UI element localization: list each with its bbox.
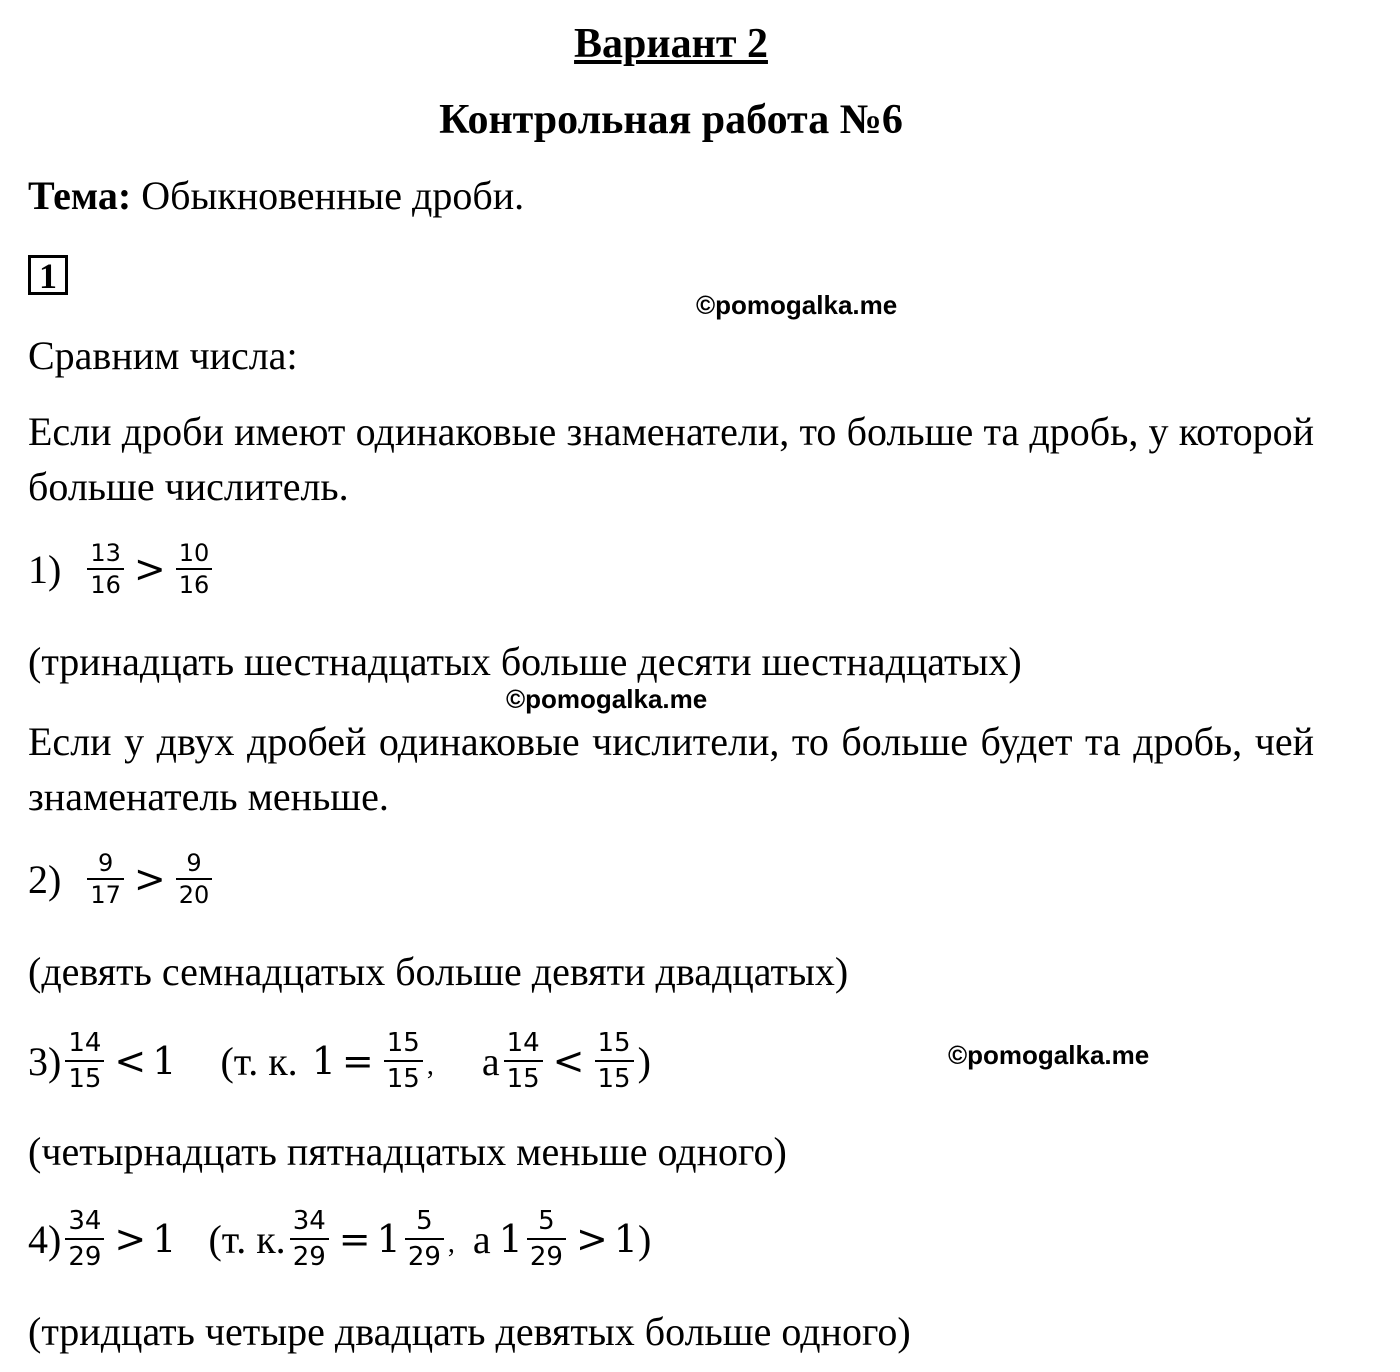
fraction: [65, 1026, 104, 1096]
denominator: 17: [87, 878, 124, 910]
denominator: 15: [595, 1060, 634, 1096]
watermark: ©pomogalka.me: [948, 1040, 1150, 1070]
fraction: [87, 848, 124, 910]
numerator: 10: [178, 539, 210, 567]
denominator: 16: [87, 568, 124, 600]
fraction: [405, 1204, 444, 1274]
rule-same-numerator: Если у двух дробей одинаковые числители, то больше будет та дробь, чей знаменатель меньше.: [28, 719, 1314, 819]
denominator: 16: [176, 568, 213, 600]
denominator: 29: [405, 1238, 444, 1274]
fraction: [65, 1204, 104, 1274]
work-title: Контрольная работа №6: [439, 97, 903, 143]
numerator: 5: [538, 1206, 555, 1236]
numerator: 34: [292, 1206, 326, 1236]
fraction: [87, 538, 124, 600]
numerator: 15: [386, 1028, 420, 1058]
note-close: ): [637, 1038, 651, 1084]
operator: <: [552, 1039, 585, 1083]
numerator: 13: [90, 539, 121, 567]
operator: >: [114, 1217, 147, 1261]
task-number-box: 1: [28, 255, 68, 295]
comparison-2: [28, 848, 216, 910]
conjunction: а: [472, 1216, 491, 1262]
comma: ,: [447, 1228, 455, 1259]
numerator: 9: [97, 849, 114, 877]
conjunction: а: [481, 1038, 500, 1084]
comment-4: (тридцать четыре двадцать девятых больше одного): [28, 1309, 911, 1354]
watermark: ©pomogalka.me: [506, 684, 708, 714]
denominator: 15: [504, 1060, 543, 1096]
intro-text: Сравним числа:: [28, 333, 298, 378]
operator: <: [114, 1039, 147, 1083]
fraction: [595, 1026, 634, 1096]
fraction: [290, 1204, 329, 1274]
comment-3: (четырнадцать пятнадцатых меньше одного): [28, 1129, 787, 1174]
comment-1: (тринадцать шестнадцатых больше десяти шестнадцатых): [28, 639, 1022, 684]
topic-text: Обыкновенные дроби.: [131, 173, 525, 218]
item-label: 1): [28, 546, 62, 592]
number: 1: [152, 1217, 177, 1261]
numerator: 5: [416, 1206, 433, 1236]
fraction: [527, 1204, 566, 1274]
operator: >: [133, 547, 166, 591]
numerator: 34: [68, 1206, 102, 1236]
rule-same-denominator: Если дроби имеют одинаковые знаменатели, то больше та дробь, у которой больше числитель.: [28, 409, 1314, 509]
topic-line: [28, 172, 524, 219]
fraction: [176, 848, 213, 910]
denominator: 29: [527, 1238, 566, 1274]
equals: =: [338, 1217, 371, 1261]
operator: >: [575, 1217, 608, 1261]
denominator: 29: [65, 1238, 104, 1274]
comparison-4: [28, 1204, 651, 1274]
numerator: 14: [68, 1028, 102, 1058]
item-label: 4): [28, 1216, 62, 1262]
watermark: ©pomogalka.me: [696, 290, 898, 320]
item-label: 2): [28, 856, 62, 902]
equals: =: [341, 1039, 374, 1083]
fraction: [384, 1026, 423, 1096]
comment-2: (девять семнадцатых больше девяти двадцатых): [28, 949, 849, 994]
number: 1: [613, 1217, 638, 1261]
variant-title: Вариант 2: [574, 21, 768, 67]
note-open: (т. к.: [208, 1216, 286, 1262]
comparison-3: [28, 1026, 651, 1096]
fraction: [504, 1026, 543, 1096]
note-close: ): [637, 1216, 652, 1262]
fraction: [176, 538, 213, 600]
numerator: 14: [506, 1028, 540, 1058]
whole-part: 1: [498, 1217, 523, 1261]
comparison-1: [28, 538, 216, 600]
comma: ,: [426, 1050, 434, 1081]
operator: >: [133, 857, 166, 901]
denominator: 15: [384, 1060, 423, 1096]
number: 1: [311, 1039, 336, 1083]
denominator: 15: [65, 1060, 104, 1096]
topic-label: Тема:: [28, 173, 132, 218]
numerator: 15: [597, 1028, 631, 1058]
denominator: 20: [176, 878, 213, 910]
denominator: 29: [290, 1238, 329, 1274]
whole-part: 1: [376, 1217, 401, 1261]
numerator: 9: [186, 849, 202, 877]
item-label: 3): [28, 1038, 62, 1084]
number: 1: [152, 1039, 177, 1083]
note-open: (т. к.: [220, 1038, 298, 1084]
